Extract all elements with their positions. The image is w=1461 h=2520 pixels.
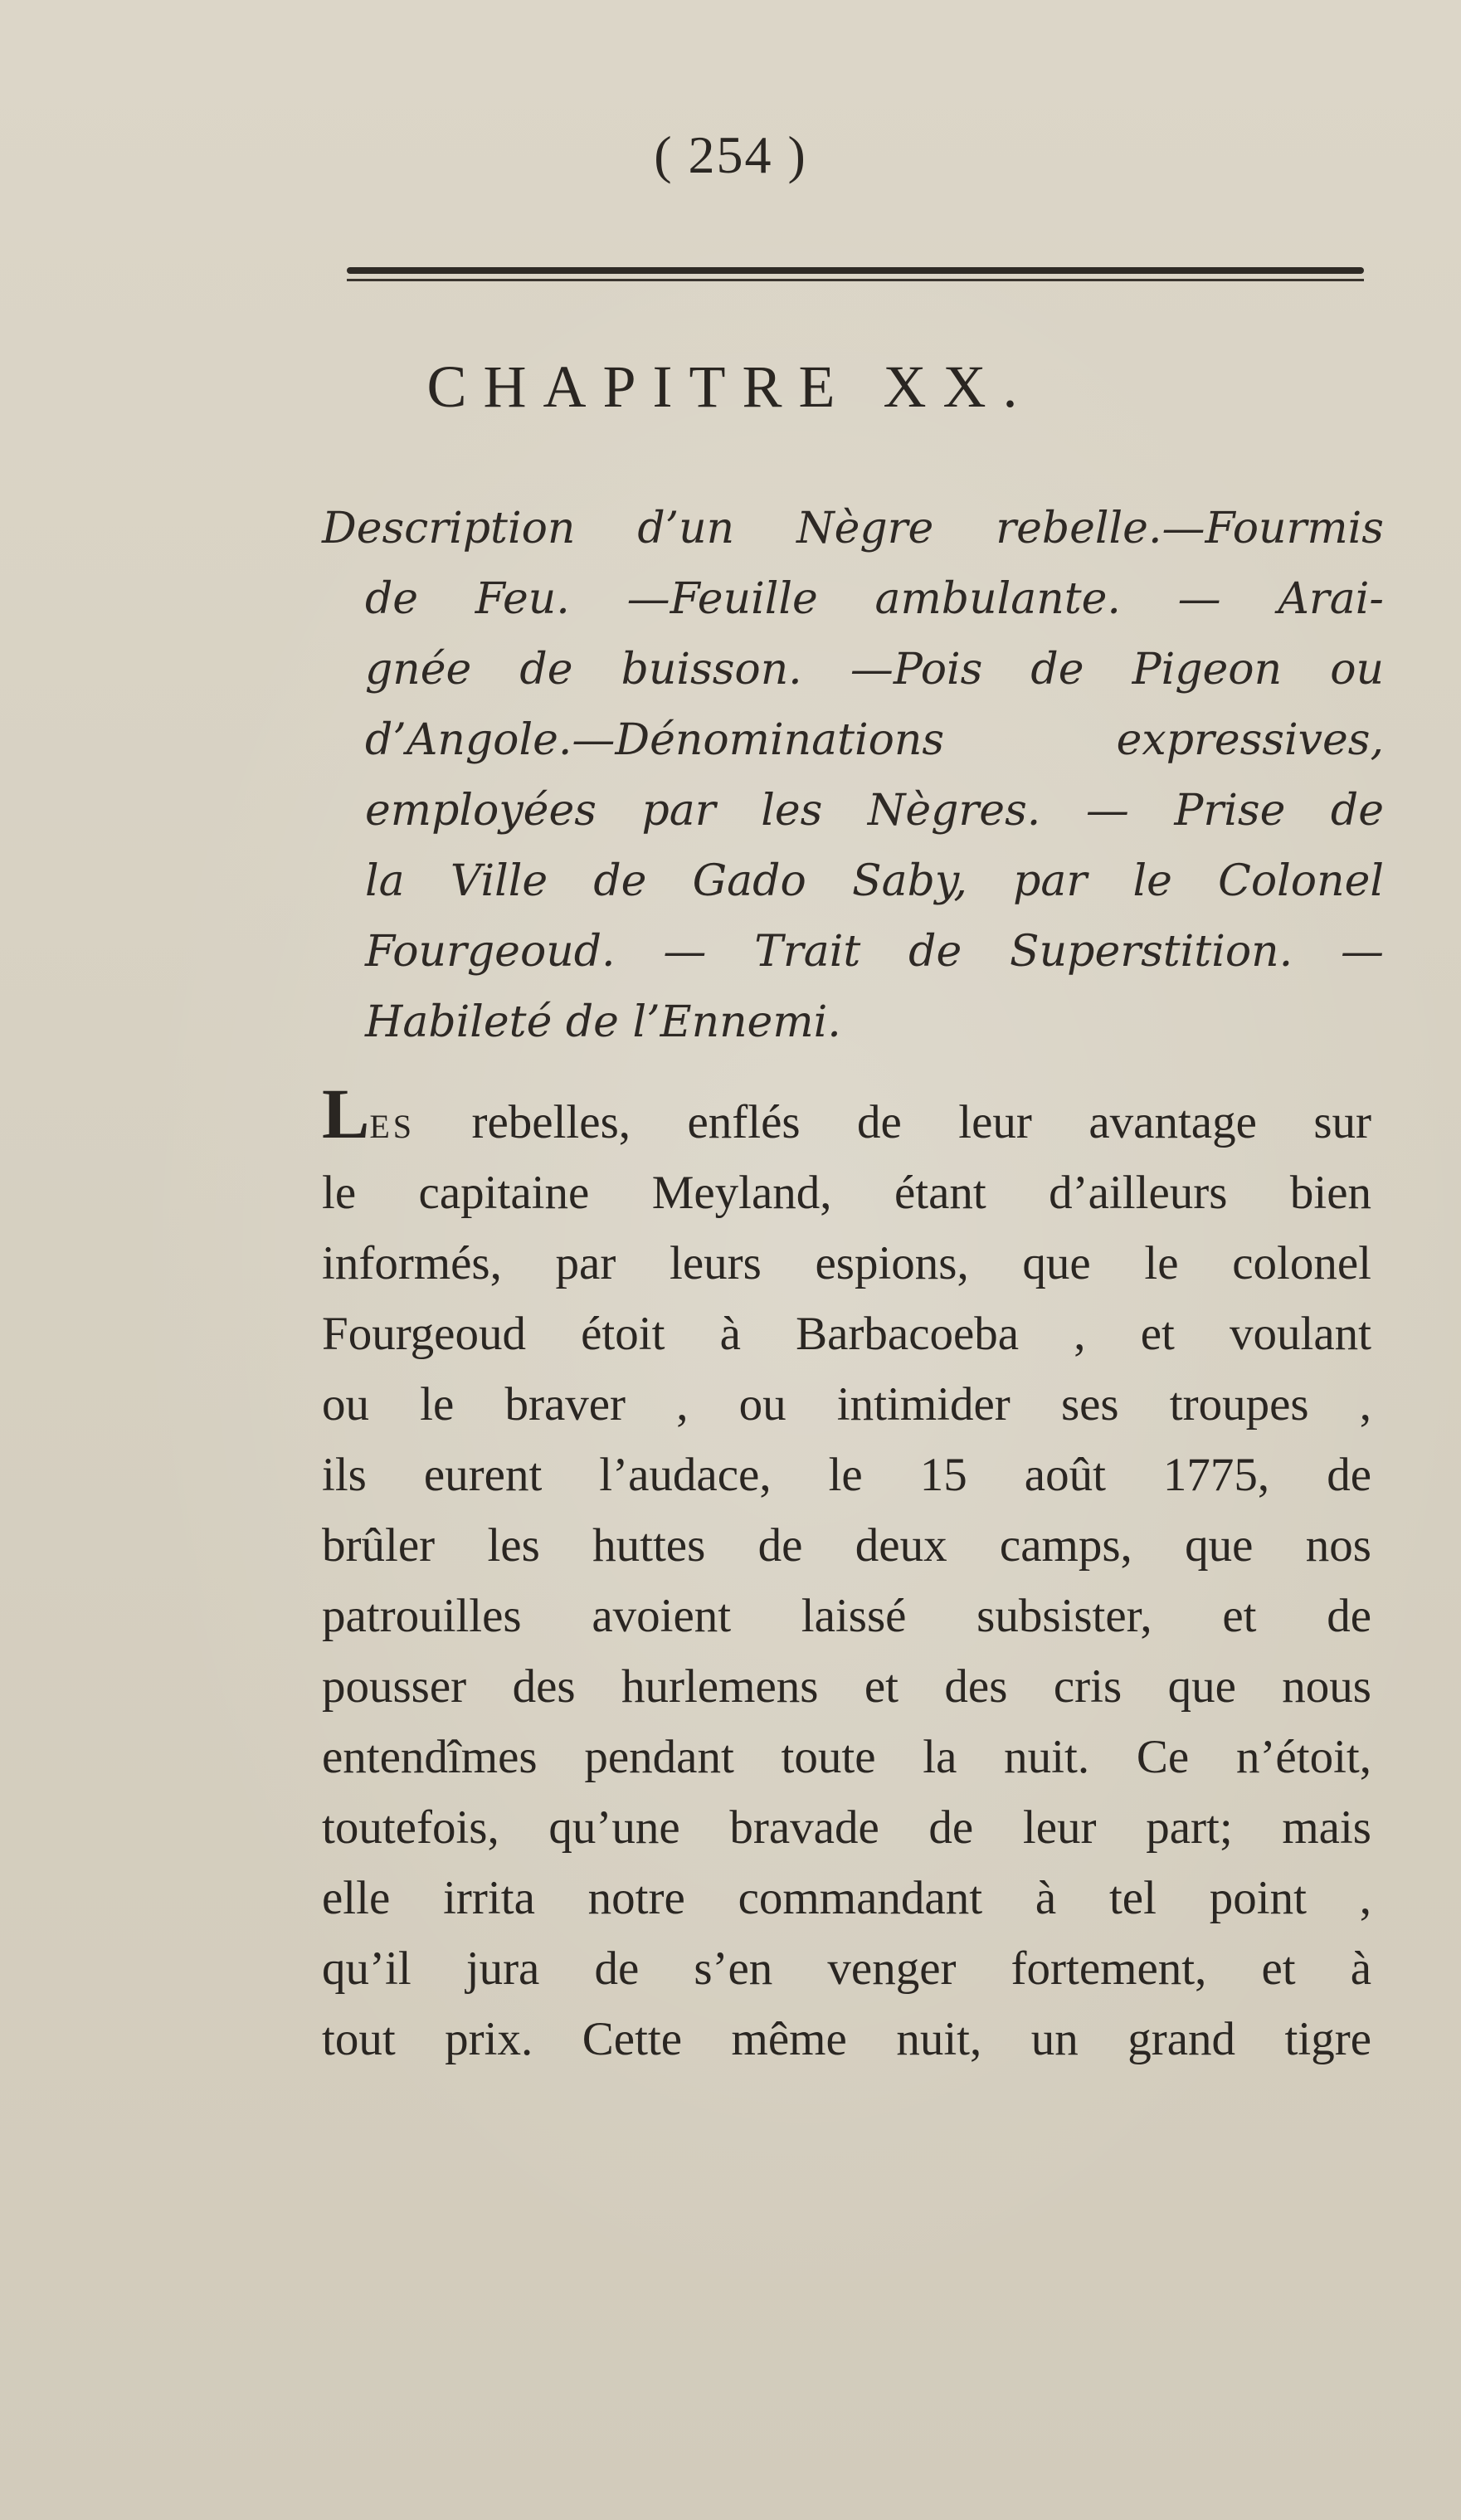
- body-line: qu’il jura de s’en venger fortement, et à: [322, 1942, 1371, 1995]
- body-line: entendîmes pendant toute la nuit. Ce n’étoit,: [322, 1731, 1371, 1783]
- rule-thin-line: [347, 279, 1364, 281]
- summary-line: la Ville de Gado Saby, par le Colonel: [365, 856, 1384, 906]
- body-line: Fourgeoud étoit à Barbacoeba , et voulant: [322, 1308, 1371, 1360]
- chapter-summary: [322, 494, 1384, 1058]
- body-line: brûler les huttes de deux camps, que nos: [322, 1519, 1371, 1572]
- page-number: ( 254 ): [654, 125, 807, 184]
- first-line-text: rebelles, enflés de leur avantage sur: [415, 1096, 1371, 1148]
- summary-line: gnée de buisson. —Pois de Pigeon ou: [365, 645, 1384, 695]
- body-paragraph: [322, 1074, 1371, 2074]
- body-line: ou le braver , ou intimider ses troupes ,: [322, 1378, 1371, 1431]
- body-line: informés, par leurs espions, que le colonel: [322, 1237, 1371, 1289]
- summary-line: Habileté de l’Ennemi.: [365, 997, 841, 1047]
- rule-thick-line: [347, 267, 1364, 274]
- body-line: toutefois, qu’une bravade de leur part; mais: [322, 1801, 1371, 1854]
- chapter-title: CHAPITRE XX.: [426, 353, 1035, 420]
- body-line: ils eurent l’audace, le 15 août 1775, de: [322, 1449, 1371, 1501]
- body-line: pousser des hurlemens et des cris que nous: [322, 1660, 1371, 1713]
- body-first-line: [322, 1074, 1371, 1158]
- summary-line: employées par les Nègres. — Prise de: [365, 786, 1384, 836]
- body-line: patrouilles avoient laissé subsister, et de: [322, 1590, 1371, 1642]
- summary-line: Fourgeoud. — Trait de Superstition. —: [365, 927, 1384, 977]
- small-caps-text: ES: [369, 1108, 416, 1145]
- summary-line: d’Angole.—Dénominations expressives,: [365, 715, 1384, 765]
- body-line: elle irrita notre commandant à tel point ,: [322, 1872, 1371, 1924]
- summary-line: de Feu. —Feuille ambulante. — Arai-: [365, 574, 1384, 624]
- drop-cap: L: [322, 1074, 370, 1153]
- body-line: le capitaine Meyland, étant d’ailleurs bien: [322, 1167, 1371, 1219]
- double-rule-divider: [347, 264, 1364, 285]
- summary-line: Description d’un Nègre rebelle.—Fourmis: [322, 504, 1384, 553]
- body-line: tout prix. Cette même nuit, un grand tigre: [322, 2013, 1371, 2065]
